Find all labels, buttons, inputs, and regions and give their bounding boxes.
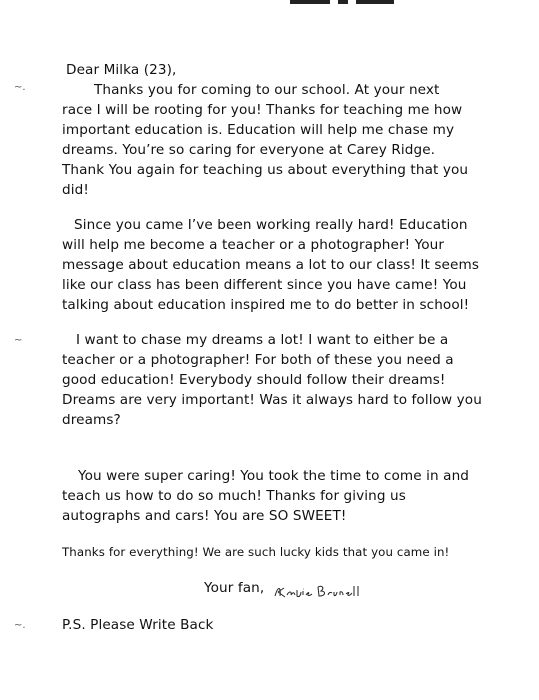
paragraph-4-line: autographs and cars! You are SO SWEET! <box>62 508 347 524</box>
thanks-line: Thanks for everything! We are such lucky kids that you came in! <box>62 545 450 559</box>
paragraph-2-line: like our class has been different since you have came! You <box>62 277 467 293</box>
paragraph-2-line: will help me become a teacher or a photographer! Your <box>62 237 445 253</box>
paragraph-3-line: I want to chase my dreams a lot! I want to either be a <box>76 332 449 348</box>
salutation: Dear Milka (23), <box>66 62 177 78</box>
scan-fleck: ~. <box>14 82 26 93</box>
paragraph-1-line: did! <box>62 182 89 198</box>
paragraph-3-line: teacher or a photographer! For both of these you need a <box>62 352 454 368</box>
paragraph-2-line: talking about education inspired me to do better in school! <box>62 297 470 313</box>
paragraph-1-line: important education is. Education will help me chase my <box>62 122 455 138</box>
closing: Your fan, <box>204 580 265 596</box>
paragraph-1-line: Thanks you for coming to our school. At your next <box>94 82 440 98</box>
signature <box>272 582 362 602</box>
paragraph-3-line: Dreams are very important! Was it always hard to follow you <box>62 392 482 408</box>
paragraph-1-line: race I will be rooting for you! Thanks for teaching me how <box>62 102 463 118</box>
scan-fleck: ~. <box>14 620 26 631</box>
paragraph-4-line: teach us how to do so much! Thanks for giving us <box>62 488 406 504</box>
scan-fleck: ~ <box>14 335 23 346</box>
postscript: P.S. Please Write Back <box>62 617 214 633</box>
paragraph-1-line: Thank You again for teaching us about everything that you <box>62 162 469 178</box>
paragraph-2-line: message about education means a lot to our class! It seems <box>62 257 479 273</box>
paragraph-1-line: dreams. You’re so caring for everyone at Carey Ridge. <box>62 142 436 158</box>
paragraph-3-line: good education! Everybody should follow their dreams! <box>62 372 446 388</box>
scan-artifact <box>290 0 410 6</box>
paragraph-2-line: Since you came I’ve been working really hard! Education <box>74 217 468 233</box>
paragraph-3-line: dreams? <box>62 412 121 428</box>
paragraph-4-line: You were super caring! You took the time to come in and <box>78 468 470 484</box>
